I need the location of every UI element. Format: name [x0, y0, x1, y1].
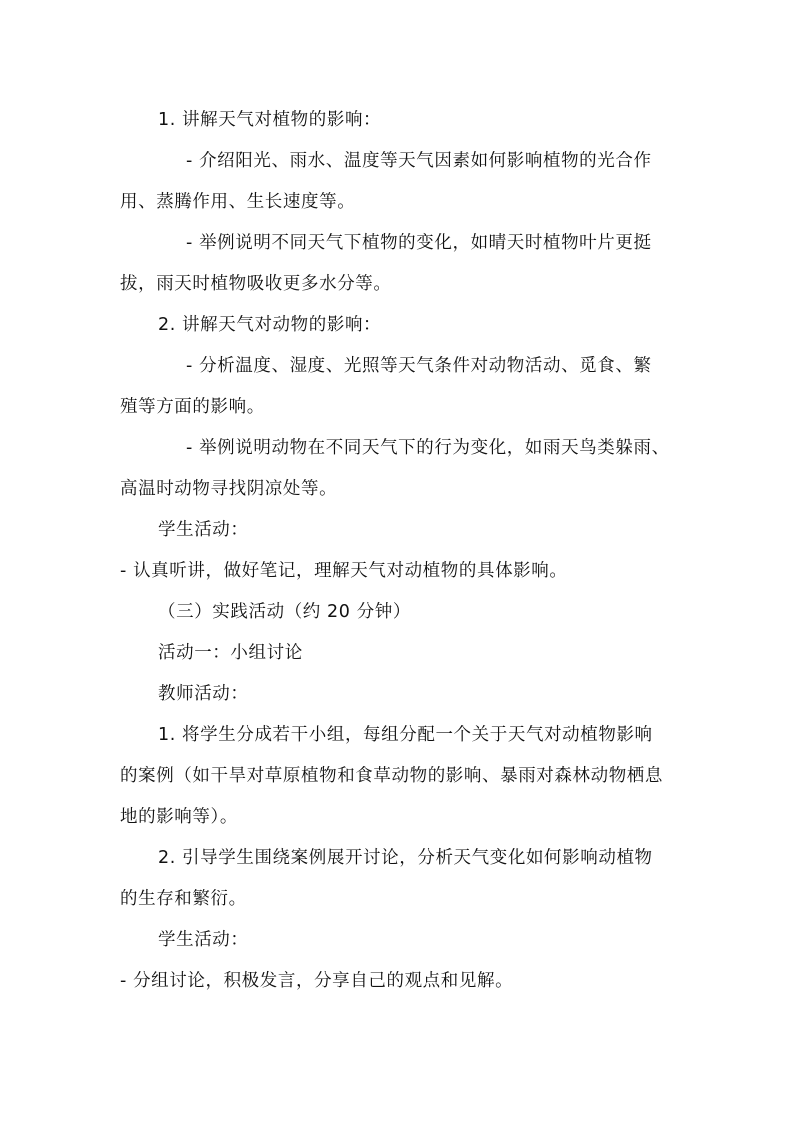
teacher-step-2-cont: 的生存和繁衍。	[120, 889, 247, 909]
list-item-2-heading: 2. 讲解天气对动物的影响：	[158, 315, 382, 335]
list-item-2-bullet-1-cont: 殖等方面的影响。	[120, 397, 265, 417]
list-item-2-bullet-1: - 分析温度、湿度、光照等天气条件对动物活动、觅食、繁	[186, 356, 652, 376]
list-item-1-heading: 1. 讲解天气对植物的影响：	[158, 110, 382, 130]
student-activity-item: - 认真听讲，做好笔记，理解天气对动植物的具体影响。	[120, 561, 568, 581]
teacher-step-1-cont-a: 的案例（如干旱对草原植物和食草动物的影响、暴雨对森林动物栖息	[120, 766, 663, 786]
list-item-2-bullet-2-cont: 高温时动物寻找阴凉处等。	[120, 479, 338, 499]
list-item-1-bullet-1: - 介绍阳光、雨水、温度等天气因素如何影响植物的光合作	[186, 151, 652, 171]
teacher-step-1-cont-b: 地的影响等）。	[120, 807, 238, 827]
teacher-activity-label: 教师活动：	[158, 684, 249, 704]
student-activity-label: 学生活动：	[158, 520, 249, 540]
student-activity-label-2: 学生活动：	[158, 930, 249, 950]
teacher-step-2: 2. 引导学生围绕案例展开讨论，分析天气变化如何影响动植物	[158, 848, 653, 868]
list-item-2-bullet-2: - 举例说明动物在不同天气下的行为变化，如雨天鸟类躲雨、	[186, 438, 670, 458]
activity-one-heading: 活动一：小组讨论	[158, 643, 303, 663]
section-heading-practice: （三）实践活动（约 20 分钟）	[158, 602, 411, 622]
list-item-1-bullet-1-cont: 用、蒸腾作用、生长速度等。	[120, 192, 356, 212]
student-activity-item-2: - 分组讨论，积极发言，分享自己的观点和见解。	[120, 971, 514, 991]
list-item-1-bullet-2: - 举例说明不同天气下植物的变化，如晴天时植物叶片更挺	[186, 233, 652, 253]
list-item-1-bullet-2-cont: 拔，雨天时植物吸收更多水分等。	[120, 274, 392, 294]
teacher-step-1: 1. 将学生分成若干小组，每组分配一个关于天气对动植物影响	[158, 725, 653, 745]
